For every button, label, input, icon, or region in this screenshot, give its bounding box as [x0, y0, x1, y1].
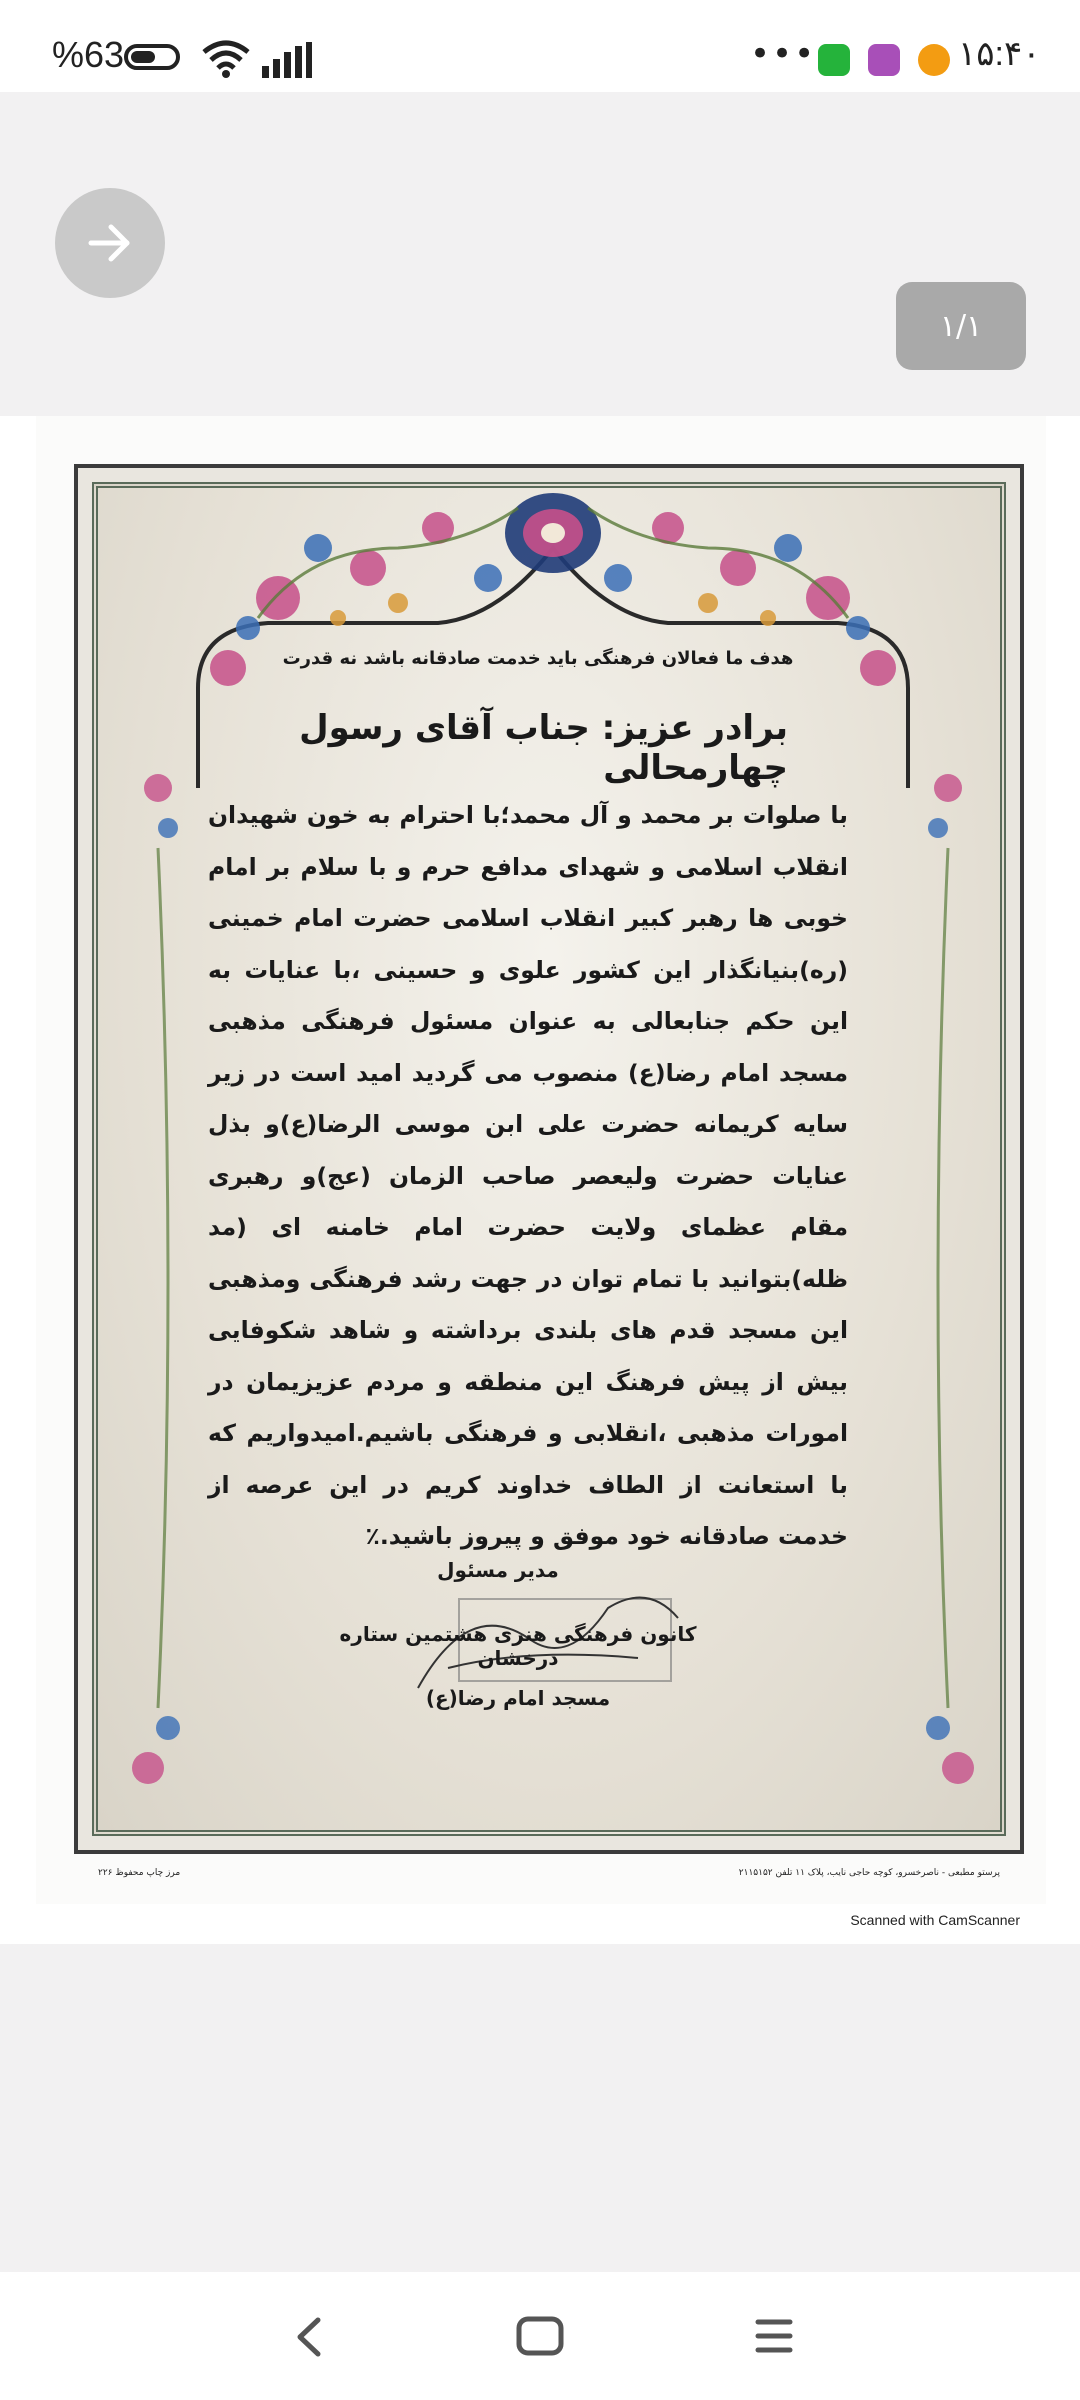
status-bar [0, 0, 1080, 92]
battery-icon [124, 44, 180, 70]
forward-button[interactable] [55, 188, 165, 298]
camscanner-watermark: Scanned with CamScanner [850, 1912, 1020, 1928]
certificate-salutation: برادر عزیز: جناب آقای رسول چهارمحالی [299, 708, 788, 788]
signature-organization: کانون فرهنگی هنری هشتمین ستاره درخشان [339, 1622, 697, 1670]
certificate [74, 464, 1024, 1878]
whatsapp-icon [818, 44, 850, 76]
certificate-motto: هدف ما فعالان فرهنگی باید خدمت صادقانه باشد نه قدرت [282, 648, 794, 669]
document-viewer[interactable] [0, 416, 1080, 1944]
floral-ornament-right [908, 768, 988, 1808]
print-rights-footer: مرز چاپ محفوظ ۲۲۶ [98, 1868, 181, 1878]
more-notifications-icon: ••• [750, 34, 817, 74]
battery-percent: %63 [52, 34, 125, 75]
instagram-icon [868, 44, 900, 76]
menu-icon[interactable] [754, 2314, 794, 2358]
system-navigation-bar [0, 2272, 1080, 2400]
wifi-icon [202, 40, 250, 78]
floral-ornament-left [118, 768, 198, 1808]
page-indicator: ۱/۱ [896, 282, 1026, 370]
printer-footer: پرستو مطبعی - ناصرخسرو، کوچه حاجی نایب، پلاک ۱۱ تلفن ۲۱۱۵۱۵۲ [738, 1868, 1000, 1878]
signature-mosque: مسجد امام رضا(ع) [425, 1686, 611, 1710]
certificate-body: با صلوات بر محمد و آل محمد؛با احترام به خون شهیدان انقلاب اسلامی و شهدای مدافع حرم و با سلام بر امام خوبی ها رهبر کبیر انقلاب اسلامی حضرت امام خمینی (ره)بنیانگذار این کشور علوی و حسینی ،با عنایات به این حکم جنابعالی به عنوان مسئول فرهنگی مذهبی مسجد امام رضا(ع) منصوب می گردید امید است در زیر سایه کریمانه حضرت علی ابن موسی الرضا(ع)و بذل عنایات حضرت ولیعصر صاحب الزمان (عج)و رهبری مقام عظمای ولایت حضرت امام خامنه ای (مد ظله)بتوانید با تمام توان در جهت رشد فرهنگی ومذهبی این مسجد قدم های بلندی برداشته و شاهد شکوفایی بیش از پیش فرهنگ این منطقه و مردم عزیزیمان در امورات مذهبی ،انقلابی و فرهنگی باشیم.امیدواریم که با استعانت از الطاف خداوند کریم در این عرصه از خدمت صادقانه خود موفق و پیروز باشید.٪ [208, 801, 848, 1550]
clock: ۱۵:۴۰ [958, 35, 1041, 73]
signature-title: مدیر مسئول [437, 1558, 559, 1582]
home-square-icon[interactable] [516, 2316, 564, 2356]
chevron-left-icon[interactable] [290, 2312, 330, 2362]
app-notification-icon [918, 44, 950, 76]
arrow-right-icon [85, 218, 135, 268]
scanned-page [36, 416, 1046, 1928]
signal-icon [262, 42, 312, 78]
